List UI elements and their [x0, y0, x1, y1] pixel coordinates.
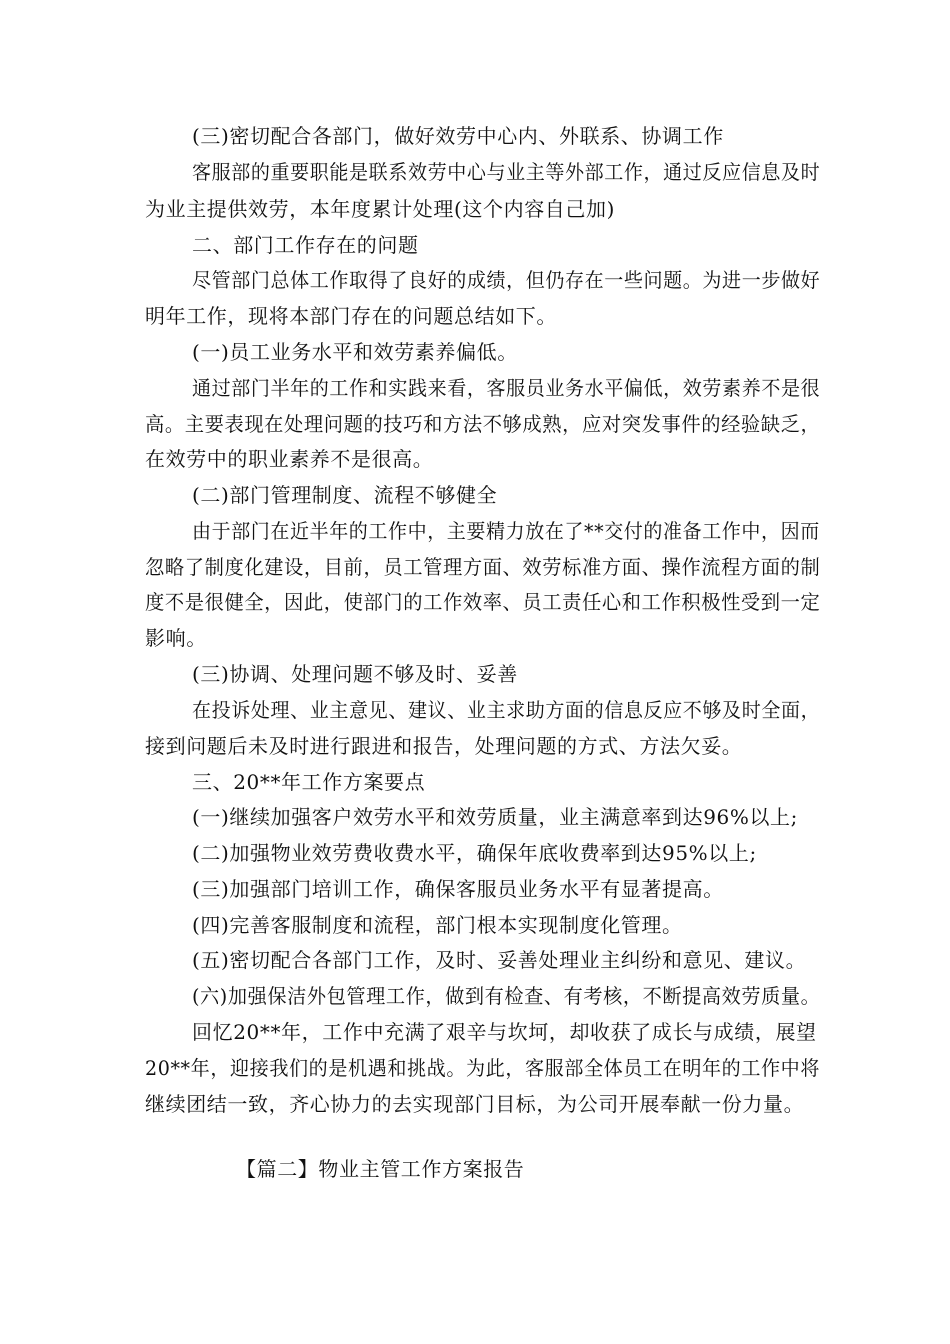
- text-line: (三)密切配合各部门，做好效劳中心内、外联系、协调工作: [192, 124, 724, 148]
- text-line: 为业主提供效劳，本年度累计处理(这个内容自己加): [145, 197, 616, 221]
- text-line: 高。主要表现在处理问题的技巧和方法不够成熟，应对突发事件的经验缺乏，: [145, 412, 821, 436]
- text-line: 20**年，迎接我们的是机遇和挑战。为此，客服部全体员工在明年的工作中将: [145, 1056, 821, 1080]
- text-line: (三)协调、处理问题不够及时、妥善: [192, 662, 518, 686]
- text-line: 回忆20**年，工作中充满了艰辛与坎坷，却收获了成长与成绩，展望: [192, 1020, 817, 1044]
- text-line: (三)加强部门培训工作，确保客服员业务水平有显著提高。: [192, 877, 724, 901]
- text-line: 度不是很健全，因此，使部门的工作效率、员工责任心和工作积极性受到一定: [145, 590, 821, 614]
- text-line: (六)加强保洁外包管理工作，做到有检查、有考核，不断提高效劳质量。: [192, 984, 821, 1008]
- text-line: 在效劳中的职业素养不是很高。: [145, 447, 434, 471]
- text-line: 接到问题后未及时进行跟进和报告，处理问题的方式、方法欠妥。: [145, 734, 743, 758]
- text-line: (四)完善客服制度和流程，部门根本实现制度化管理。: [192, 913, 683, 937]
- text-line: (五)密切配合各部门工作，及时、妥善处理业主纠纷和意见、建议。: [192, 948, 807, 972]
- text-line: (二)部门管理制度、流程不够健全: [192, 483, 498, 507]
- text-line: 三、20**年工作方案要点: [192, 770, 426, 794]
- text-line: (一)员工业务水平和效劳素养偏低。: [192, 340, 518, 364]
- text-line: (二)加强物业效劳费收费水平，确保年底收费率到达95%以上;: [192, 841, 757, 865]
- text-line: 影响。: [145, 626, 207, 650]
- text-line: (一)继续加强客户效劳水平和效劳质量，业主满意率到达96%以上;: [192, 805, 798, 829]
- text-line: 尽管部门总体工作取得了良好的成绩，但仍存在一些问题。为进一步做好: [192, 268, 821, 292]
- text-line: 在投诉处理、业主意见、建议、业主求助方面的信息反应不够及时全面，: [192, 698, 821, 722]
- text-line: 二、部门工作存在的问题: [192, 233, 419, 257]
- text-line: 客服部的重要职能是联系效劳中心与业主等外部工作，通过反应信息及时: [192, 160, 821, 184]
- text-line: 忽略了制度化建设，目前，员工管理方面、效劳标准方面、操作流程方面的制: [145, 555, 821, 579]
- text-line: 由于部门在近半年的工作中，主要精力放在了**交付的准备工作中，因而: [192, 519, 820, 543]
- text-line: 继续团结一致，齐心协力的去实现部门目标，为公司开展奉献一份力量。: [145, 1092, 805, 1116]
- section-heading: 【篇二】物业主管工作方案报告: [236, 1157, 525, 1181]
- text-line: 明年工作，现将本部门存在的问题总结如下。: [145, 304, 557, 328]
- text-line: 通过部门半年的工作和实践来看，客服员业务水平偏低，效劳素养不是很: [192, 376, 821, 400]
